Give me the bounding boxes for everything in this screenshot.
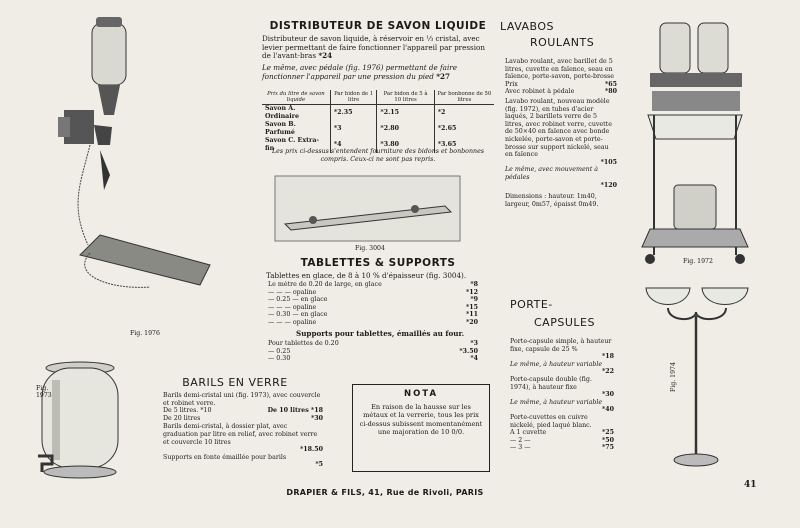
- table-header: Prix du litre de savon liquide: [262, 90, 330, 105]
- fig-1972-caption: Fig. 1972: [683, 258, 713, 265]
- footer-address: DRAPIER & FILS, 41, Rue de Rivoli, PARIS: [286, 488, 484, 497]
- soap-dispenser-illustration: [40, 15, 240, 325]
- soap-price-table: [262, 90, 494, 153]
- fig-1974-caption: Fig. 1974: [670, 362, 677, 392]
- page-number: 41: [744, 480, 757, 490]
- table-row: Savon C. Extra-fin *4 *3.80 *3.65: [262, 137, 494, 153]
- distributeur-desc-1: Distributeur de savon liquide, à réservoir en ⅓ cristal, avec levier permettant de faire fonctionner l'appareil par pression de l'avant-bras *24: [262, 34, 486, 61]
- porte-title-1: PORTE-: [510, 298, 553, 311]
- table-header: Par bonbonne de 50 litres: [434, 90, 494, 105]
- supports-title: Supports pour tablettes, émaillés au four.: [296, 329, 465, 338]
- porte-desc: Porte-capsule simple, à hauteur fixe, capsule de 25 % *18 Le même, à hauteur variable *22 Porte-capsule double (fig. 1974), à hauteur fixe *30 Le même, à hauteur variable *40 Porte-cuvettes en cuivre nickelé, pied laqué blanc. A 1 cuvette *25 — 2 — *50 — 3 — *75: [510, 338, 614, 452]
- list-item: — 2 — *50: [510, 436, 614, 444]
- glass-shelf-illustration: [275, 176, 460, 241]
- distributeur-price-1: *24: [318, 51, 333, 61]
- table-row: Savon B. Parfumé *3 *2.80 *2.65: [262, 121, 494, 137]
- list-item: — — — opaline *15: [268, 303, 478, 311]
- table-header: Par bidon de 1 litre: [330, 90, 377, 105]
- lavabos-desc: Lavabo roulant, avec barillet de 5 litres, cuvette en faïence, seau en faïence, porte-savon, porte-brosse Prix *65 Avec robinet à pédale *80 Lavabo roulant, nouveau modèle (fig. 1972), en tubes d'acier laqués, 2 barillets verre de 5 litres, avec robinet verre, cuvette de 50×40 en faïence avec bonde nickelée, porte-savon et porte-brosse sur support nickelé, seau en faïence *105 Le même, avec mouvement à pédales *120 Dimensions : hauteur. 1m40, largeur, 0m57, épaisst 0m49.: [505, 58, 617, 208]
- list-item: — — — opaline *12: [268, 288, 478, 296]
- list-item: — 0.30 — en glace *11: [268, 311, 478, 319]
- distributeur-note: Les prix ci-dessus s'entendent fourniture des bidons et bonbonnes compris. Ceux-ci ne sont pas repris.: [271, 148, 485, 163]
- baril-title: BARILS EN VERRE: [182, 376, 288, 389]
- fig-3004-caption: Fig. 3004: [355, 245, 385, 252]
- distributeur-desc-2: Le même, avec pédale (fig. 1976) permettant de faire fonctionner l'appareil par une pression du pied *27: [262, 63, 457, 81]
- glass-barrel-illustration: [28, 360, 148, 490]
- rolling-washstand-illustration: [638, 15, 753, 275]
- list-item: Le mètre de 0.20 de large, en glace *8: [268, 281, 478, 288]
- list-item: — — — opaline *20: [268, 318, 478, 326]
- tablettes-list: [268, 281, 478, 327]
- list-item: A 1 cuvette *25: [510, 429, 614, 437]
- table-header: Par bidon de 5 à 10 litres: [377, 90, 434, 105]
- lavabos-title-1: LAVABOS: [500, 20, 555, 33]
- list-item: — 0.30 *4: [268, 355, 478, 363]
- table-row: Savon A. Ordinaire *2.35 *2.15 *2: [262, 105, 494, 122]
- list-item: — 0.25 — en glace *9: [268, 296, 478, 304]
- tablettes-title: TABLETTES & SUPPORTS: [300, 257, 456, 269]
- tablettes-intro: Tablettes en glace, de 8 à 10 % d'épaisseur (fig. 3004).: [266, 271, 467, 280]
- nota-title: NOTA: [403, 389, 439, 399]
- fig-1973-caption: Fig. 1973: [36, 385, 52, 399]
- list-item: Pour tablettes de 0.20 *3: [268, 340, 478, 347]
- distributeur-title: DISTRIBUTEUR DE SAVON LIQUIDE: [269, 20, 487, 32]
- fig-1976-caption: Fig. 1976: [130, 330, 160, 337]
- baril-desc: Barils demi-cristal uni (fig. 1973), avec couvercle et robinet verre. De 5 litres. *10 De 10 litres *18 De 20 litres *30 Barils demi-cristal, à dossier plat, avec graduation par litre en relief, avec robinet verre et couvercle 10 litres *18.50 Supports en fonte émaillée pour barils *5: [163, 392, 323, 469]
- porte-title-2: CAPSULES: [534, 316, 595, 329]
- nota-text: En raison de la hausse sur les métaux et la verrerie, tous les prix ci-dessus subissent momentanément une majoration de 10 0/0.: [359, 403, 483, 436]
- nota-box: [352, 384, 490, 472]
- list-item: — 0.25 *3.50: [268, 347, 478, 355]
- distributeur-price-2: *27: [436, 71, 450, 81]
- list-item: — 3 — *75: [510, 444, 614, 452]
- supports-list: [268, 340, 478, 363]
- lavabos-title-2: ROULANTS: [530, 36, 595, 49]
- capsule-holder-illustration: [640, 282, 755, 472]
